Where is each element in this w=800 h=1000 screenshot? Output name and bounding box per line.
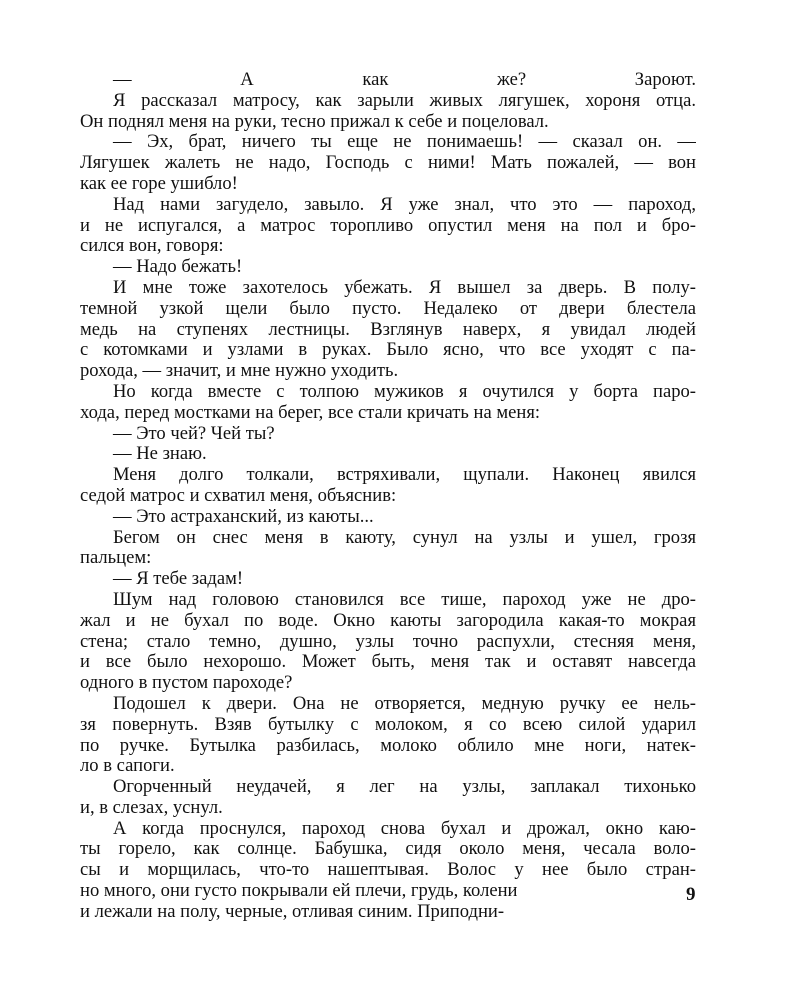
text-line: — Это астраханский, из каюты... xyxy=(113,506,374,527)
text-line: как ее горе ушибло! xyxy=(80,173,238,194)
text-line: и, в слезах, уснул. xyxy=(80,797,223,818)
text-line: медь на ступенях лестницы. Взглянув наверх, я увидал людей xyxy=(80,319,696,340)
text-line: сы и морщилась, что-то нашептывая. Волос у нее было стран- xyxy=(80,860,696,881)
text-line: рохода, — значит, и мне нужно уходить. xyxy=(80,361,399,382)
text-line: — Это чей? Чей ты? xyxy=(113,423,275,444)
text-line: Бегом он снес меня в каюту, сунул на узлы и ушел, грозя xyxy=(113,527,696,548)
text-line: — Я тебе задам! xyxy=(113,569,244,590)
text-line: сился вон, говоря: xyxy=(80,236,224,257)
text-line: хода, перед мостками на берег, все стали кричать на меня: xyxy=(80,402,541,423)
text-line: Но когда вместе с толпою мужиков я очутился у борта паро- xyxy=(113,381,696,402)
text-line: Шум над головою становился все тише, пароход уже не дро- xyxy=(113,589,696,610)
text-line: И мне тоже захотелось убежать. Я вышел за дверь. В полу- xyxy=(113,277,696,298)
text-line: пальцем: xyxy=(80,548,152,569)
text-line: но много, они густо покрывали ей плечи, грудь, колени xyxy=(80,881,518,902)
text-line: седой матрос и схватил меня, объяснив: xyxy=(80,485,397,506)
text-line: зя повернуть. Взяв бутылку с молоком, я со всею силой ударил xyxy=(80,714,696,735)
text-line: и все было нехорошо. Может быть, меня так и оставят навсегда xyxy=(80,652,696,673)
text-line: жал и не бухал по воде. Окно каюты загородила какая-то мокрая xyxy=(80,610,696,631)
text-line: одного в пустом пароходе? xyxy=(80,673,293,694)
text-line: Меня долго толкали, встряхивали, щупали. Наконец явился xyxy=(113,465,696,486)
page-number: 9 xyxy=(686,884,696,905)
text-line: и не испугался, а матрос торопливо опустил меня на пол и бро- xyxy=(80,215,696,236)
text-line: с котомками и узлами в руках. Было ясно, что все уходят с па- xyxy=(80,340,696,361)
text-line: стена; стало темно, душно, узлы точно распухли, стесняя меня, xyxy=(80,631,696,652)
text-line: ты горело, как солнце. Бабушка, сидя около меня, чесала воло- xyxy=(80,839,696,860)
text-line: Огорченный неудачей, я лег на узлы, заплакал тихонько xyxy=(113,777,696,798)
text-line: А когда проснулся, пароход снова бухал и дрожал, окно каю- xyxy=(113,818,696,839)
text-line: — Не знаю. xyxy=(113,444,207,465)
text-line: Над нами загудело, завыло. Я уже знал, что это — пароход, xyxy=(113,194,696,215)
body-text xyxy=(80,70,696,923)
text-line: — Эх, брат, ничего ты еще не понимаешь! — сказал он. — xyxy=(113,132,696,153)
text-line: темной узкой щели было пусто. Недалеко от двери блестела xyxy=(80,298,696,319)
text-line: — Надо бежать! xyxy=(113,257,243,278)
text-line: ло в сапоги. xyxy=(80,756,175,777)
text-line: и лежали на полу, черные, отливая синим. Приподни- xyxy=(80,901,505,922)
text-line: — А как же? Зароют. xyxy=(113,70,696,90)
text-line: Он поднял меня на руки, тесно прижал к себе и поцеловал. xyxy=(80,111,549,132)
text-line: Я рассказал матросу, как зарыли живых лягушек, хороня отца. xyxy=(113,90,696,111)
text-line: Подошел к двери. Она не отворяется, медную ручку ее нель- xyxy=(113,693,696,714)
text-line: Лягушек жалеть не надо, Господь с ними! Мать пожалей, — вон xyxy=(80,153,696,174)
text-line: по ручке. Бутылка разбилась, молоко облило мне ноги, натек- xyxy=(80,735,696,756)
